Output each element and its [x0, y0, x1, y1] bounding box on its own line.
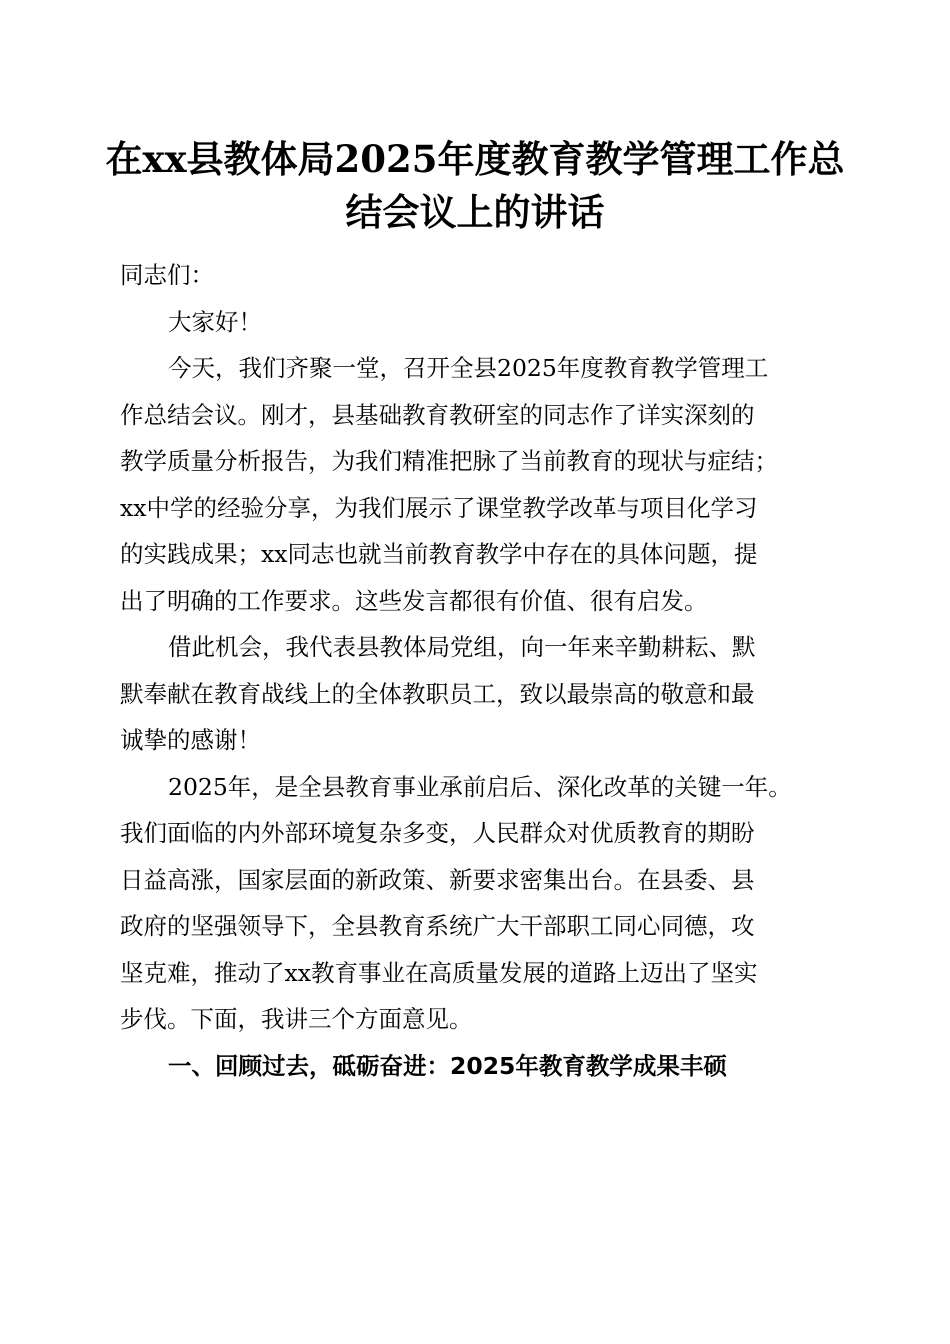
- paragraph-line: 借此机会，我代表县教体局党组，向一年来辛勤耕耘、默: [168, 633, 756, 661]
- paragraph-line: 的实践成果；xx同志也就当前教育教学中存在的具体问题，提: [120, 540, 758, 568]
- paragraph-context: [120, 764, 832, 1043]
- paragraph-line: 步伐。下面，我讲三个方面意见。: [120, 1005, 473, 1033]
- paragraph-line: xx中学的经验分享，为我们展示了课堂教学改革与项目化学习: [120, 493, 758, 522]
- greeting: 大家好！: [168, 307, 262, 336]
- paragraph-line: 作总结会议。刚才，县基础教育教研室的同志作了详实深刻的: [120, 400, 755, 429]
- paragraph-opening: [120, 345, 832, 624]
- paragraph-line: 诚挚的感谢！: [120, 726, 261, 754]
- paragraph-line: 默奉献在教育战线上的全体教职员工，致以最崇高的敬意和最: [120, 679, 755, 708]
- paragraph-line: 我们面临的内外部环境复杂多变，人民群众对优质教育的期盼: [120, 819, 755, 847]
- paragraph-line: 出了明确的工作要求。这些发言都很有价值、很有启发。: [120, 586, 708, 615]
- paragraph-line: 日益高涨，国家层面的新政策、新要求密集出台。在县委、县: [120, 865, 755, 894]
- paragraph-line: 2025年，是全县教育事业承前启后、深化改革的关键一年。: [168, 772, 792, 801]
- document-title: [100, 133, 850, 239]
- title-line-1: 在xx县教体局2025年度教育教学管理工作总: [105, 137, 845, 181]
- salutation: 同志们：: [120, 261, 214, 289]
- paragraph-line: 教学质量分析报告，为我们精准把脉了当前教育的现状与症结；: [120, 447, 778, 475]
- title-line-2: 结会议上的讲话: [345, 190, 605, 234]
- document-body: [120, 252, 832, 1089]
- paragraph-line: 政府的坚强领导下，全县教育系统广大干部职工同心同德，攻: [120, 912, 755, 940]
- section-heading: 一、回顾过去，砥砺奋进：2025年教育教学成果丰硕: [168, 1051, 727, 1080]
- paragraph-line: 坚克难，推动了xx教育事业在高质量发展的道路上迈出了坚实: [120, 958, 758, 987]
- paragraph-line: 今天，我们齐聚一堂，召开全县2025年度教育教学管理工: [168, 354, 769, 382]
- paragraph-thanks: [120, 624, 832, 764]
